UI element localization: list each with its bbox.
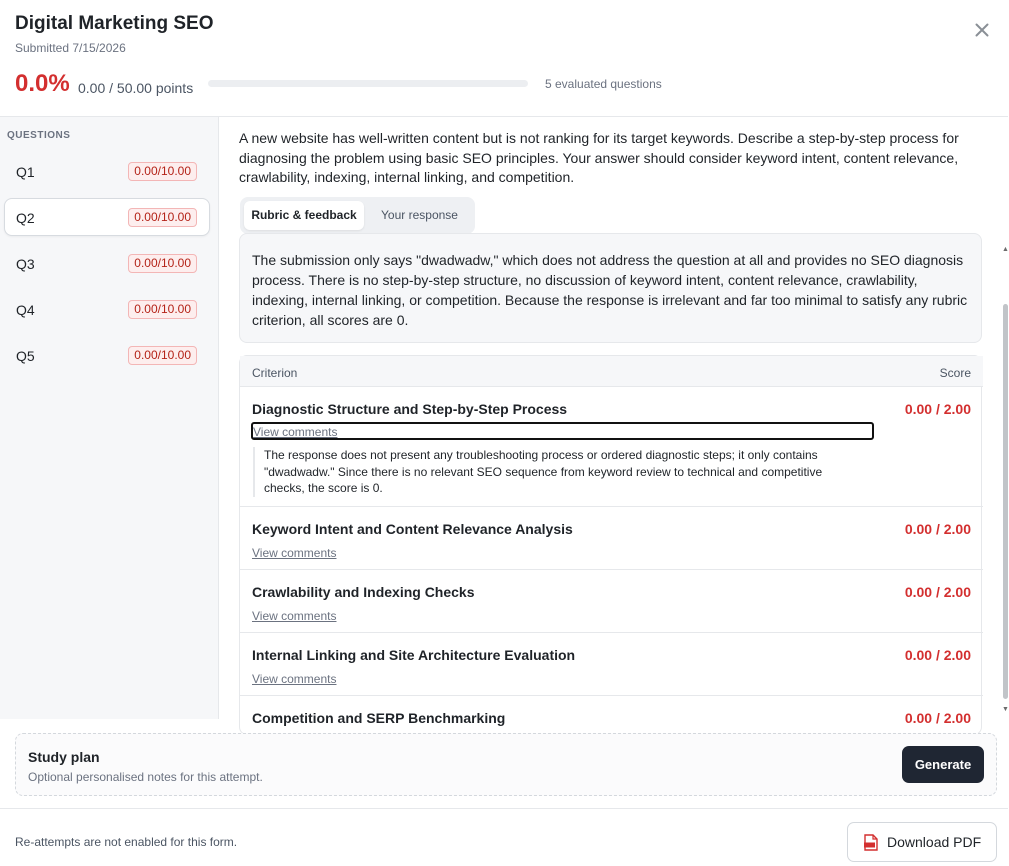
tab-your-response[interactable]: Your response <box>381 208 458 222</box>
footer <box>0 808 1008 866</box>
download-pdf-button[interactable] <box>847 822 997 862</box>
criterion-score: 0.00 / 2.00 <box>904 521 971 537</box>
question-score-badge: 0.00/10.00 <box>128 346 197 365</box>
criterion-score: 0.00 / 2.00 <box>904 401 971 417</box>
question-prompt: A new website has well-written content but is not ranking for its target keywords. Describe a step-by-step process for diagnosing the problem using basic SEO principles. Your answer should consider keyword intent, content relevance, crawlability, indexing, internal linking, and competition. <box>239 130 959 185</box>
question-label: Q4 <box>16 302 35 318</box>
question-score-badge: 0.00/10.00 <box>128 162 197 181</box>
criterion-name: Diagnostic Structure and Step-by-Step Process <box>252 401 568 417</box>
questions-sidebar <box>0 117 219 719</box>
scroll-up-arrow-icon[interactable]: ▲ <box>1002 246 1009 253</box>
close-icon <box>970 18 994 42</box>
question-label: Q1 <box>16 164 35 180</box>
sidebar-item-q3[interactable] <box>4 244 210 282</box>
criterion-row <box>240 387 983 507</box>
tab-rubric-feedback[interactable]: Rubric & feedback <box>244 201 364 230</box>
pdf-file-icon <box>864 834 878 851</box>
scrollbar-thumb[interactable] <box>1003 304 1008 699</box>
criterion-name: Crawlability and Indexing Checks <box>252 584 475 600</box>
detail-tabs <box>240 197 475 234</box>
study-plan-title: Study plan <box>28 749 100 765</box>
question-label: Q3 <box>16 256 35 272</box>
evaluated-count: 5 evaluated questions <box>545 77 662 91</box>
sidebar-item-q5[interactable] <box>4 336 210 374</box>
sidebar-item-q2[interactable] <box>4 198 210 236</box>
score-points: 0.00 / 50.00 points <box>78 80 194 96</box>
results-header <box>0 0 1008 117</box>
criterion-column-header: Criterion <box>252 366 298 380</box>
question-score-badge: 0.00/10.00 <box>128 208 197 227</box>
rubric-scroll-area[interactable] <box>219 243 1008 726</box>
criterion-comment: The response does not present any troubleshooting process or ordered diagnostic steps; it only contains "dwadwadw." Since there is no relevant SEO sequence from keyword review to technical and competitive checks, the score is 0. <box>253 447 863 497</box>
question-label: Q2 <box>16 210 35 226</box>
criterion-row <box>240 570 983 633</box>
score-progress-bar <box>208 80 528 87</box>
criteria-header <box>240 356 983 387</box>
view-comments-link[interactable]: View comments <box>252 546 337 560</box>
overall-feedback <box>239 233 982 343</box>
score-percent: 0.0% <box>15 70 70 97</box>
panel-scrollbar[interactable] <box>1002 244 1008 716</box>
overall-feedback-text: The submission only says "dwadwadw," which does not address the question at all and provides no SEO diagnosis process. There is no step-by-step structure, no discussion of keyword intent, content relevance, crawlability, indexing, internal linking, or competition. Because the response is irrelevant and far too minimal to satisfy any rubric criterion, all scores are 0. <box>252 252 968 328</box>
page-title: Digital Marketing SEO <box>15 13 214 34</box>
score-column-header: Score <box>939 366 971 380</box>
question-label: Q5 <box>16 348 35 364</box>
criteria-table <box>239 355 982 735</box>
view-comments-link[interactable]: View comments <box>251 422 874 440</box>
view-comments-link[interactable]: View comments <box>252 609 337 623</box>
study-plan-card <box>15 733 997 796</box>
sidebar-item-q1[interactable] <box>4 152 210 190</box>
criterion-row <box>240 507 983 570</box>
criterion-score: 0.00 / 2.00 <box>904 584 971 600</box>
question-detail-panel <box>219 117 1008 726</box>
criterion-score: 0.00 / 2.00 <box>904 647 971 663</box>
submitted-date: Submitted 7/15/2026 <box>15 41 126 55</box>
criterion-name: Keyword Intent and Content Relevance Analysis <box>252 521 573 537</box>
reattempt-note: Re-attempts are not enabled for this form. <box>15 835 238 849</box>
close-button[interactable] <box>970 18 994 42</box>
scroll-down-arrow-icon[interactable]: ▼ <box>1002 706 1009 713</box>
sidebar-item-q4[interactable] <box>4 290 210 328</box>
criterion-row <box>240 633 983 696</box>
download-pdf-label: Download PDF <box>887 834 982 850</box>
criterion-name: Internal Linking and Site Architecture Evaluation <box>252 647 576 663</box>
sidebar-heading: QUESTIONS <box>7 130 71 141</box>
criterion-score: 0.00 / 2.00 <box>904 710 971 726</box>
question-score-badge: 0.00/10.00 <box>128 254 197 273</box>
question-score-badge: 0.00/10.00 <box>128 300 197 319</box>
study-plan-subtitle: Optional personalised notes for this attempt. <box>28 770 263 784</box>
view-comments-link[interactable]: View comments <box>252 672 337 686</box>
generate-button[interactable]: Generate <box>902 746 984 783</box>
criterion-name: Competition and SERP Benchmarking <box>252 710 506 726</box>
